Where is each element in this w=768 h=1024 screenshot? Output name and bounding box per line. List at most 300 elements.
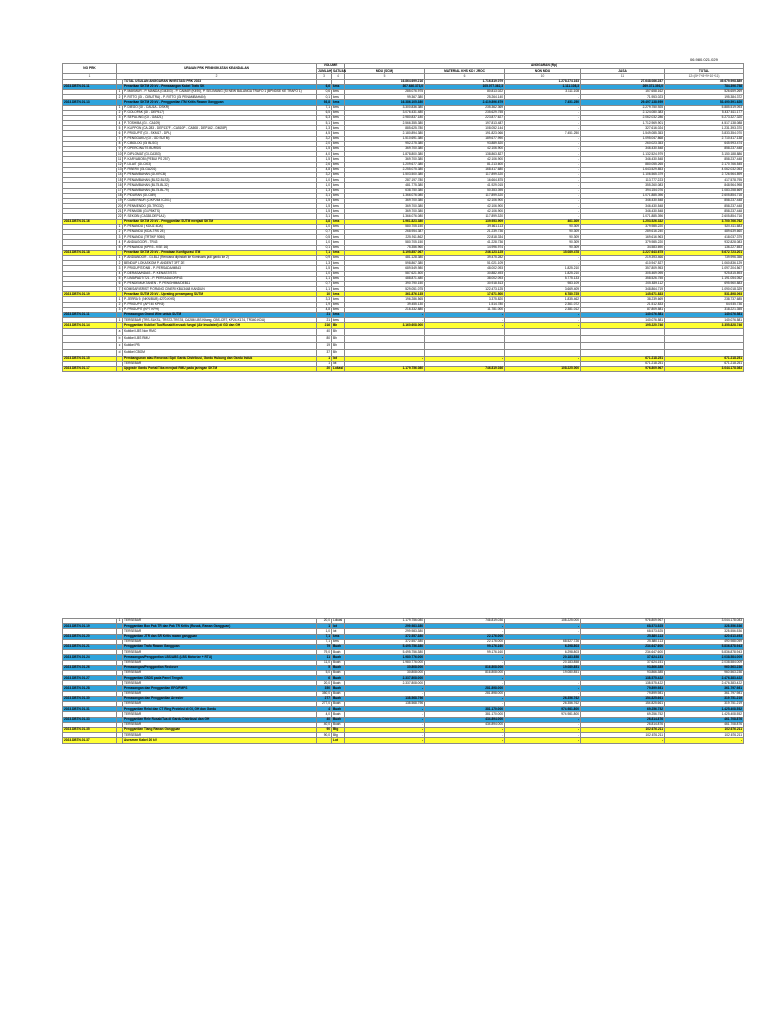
- quantity-cell: 3,8: [317, 219, 332, 224]
- unit-cell: kms: [332, 126, 345, 131]
- non-mdu-cell: -: [505, 261, 581, 266]
- item-number-cell: 13: [118, 167, 122, 172]
- mdu-cell: 138.568.796: [345, 696, 425, 701]
- quantity-cell: 0,1: [317, 95, 332, 100]
- non-mdu-cell: -: [505, 681, 581, 686]
- item-number-cell: b: [117, 335, 123, 342]
- quantity-cell: 93,8: [317, 100, 332, 105]
- item-number-cell: 6: [117, 281, 123, 286]
- description-cell: P. TOSHIBA (GI - CA109): [123, 121, 317, 126]
- prk-code-cell: 2023.DBTN.01.18: [63, 250, 117, 255]
- jasa-cell: 1.132.524.979: [581, 152, 665, 157]
- jasa-cell: 34.583.690: [581, 245, 665, 250]
- description-cell: P. RITTO (GI - CIBUTRA) - P. RITTO (GI PENAMBAHAN): [123, 95, 317, 100]
- unit-cell: Lot: [332, 738, 345, 743]
- mdu-cell: 2.180.894.380: [345, 131, 425, 136]
- quantity-cell: 6,6: [317, 84, 332, 89]
- unit-cell: kms: [332, 89, 345, 94]
- total-cell: 102.676.211: [665, 733, 744, 738]
- non-mdu-cell: -: [505, 152, 581, 157]
- description-cell: TERSEBAR: [123, 619, 317, 624]
- total-cell: 490.988.059: [665, 639, 744, 644]
- total-cell: 49.679.998.889: [665, 79, 744, 84]
- prk-code-cell: [63, 328, 117, 335]
- mdu-cell: 2.337.808.000: [345, 676, 425, 681]
- non-mdu-cell: -: [505, 147, 581, 152]
- material-cell: 41.228.736: [425, 240, 505, 245]
- jasa-cell: -: [581, 738, 665, 743]
- item-number-cell: 8: [117, 141, 123, 146]
- total-cell: 140.076.581: [665, 313, 744, 318]
- non-mdu-cell: -: [505, 167, 581, 172]
- material-cell: 39.475.282: [425, 255, 505, 260]
- item-number-cell: c: [117, 342, 123, 349]
- mdu-cell: [345, 342, 425, 349]
- non-mdu-cell: -: [505, 318, 581, 323]
- jasa-cell: 27.648.086.287: [581, 79, 665, 84]
- unit-cell: kms: [332, 281, 345, 286]
- total-cell: 328.556.536: [665, 629, 744, 634]
- unit-cell: Buah: [332, 707, 345, 712]
- unit-cell: kms: [332, 183, 345, 188]
- mdu-cell: 1.980.776.000: [345, 660, 425, 665]
- mdu-cell: 30.808.000: [345, 665, 425, 670]
- quantity-cell: 1,0: [317, 183, 332, 188]
- total-cell: 5.273.327.320: [665, 115, 744, 120]
- description-cell: P. PENAMBAHAN (BLS2-BLS3): [123, 178, 317, 183]
- unit-cell: Bh: [332, 335, 345, 342]
- quantity-cell: 1,0: [317, 240, 332, 245]
- col-number: 1: [63, 74, 117, 79]
- description-cell: P. PENAMBAHAN (BL75-BL79): [123, 188, 317, 193]
- mdu-cell: -: [345, 727, 425, 732]
- quantity-cell: 216: [317, 323, 332, 328]
- unit-cell: kms: [332, 297, 345, 302]
- non-mdu-cell: -: [505, 209, 581, 214]
- quantity-cell: 1,3: [317, 261, 332, 266]
- material-cell: 197.813.487: [425, 121, 505, 126]
- description-cell: Penggantian CBDS pada Panel Tengah: [123, 676, 317, 681]
- unit-cell: lot: [332, 356, 345, 361]
- total-cell: 2.038.584.009: [665, 660, 744, 665]
- prk-code-cell: 2023.DBTN.01.24: [63, 655, 117, 660]
- material-cell: 105.077.362,3: [425, 84, 505, 89]
- material-cell: 11.781.000: [425, 307, 505, 312]
- item-number-cell: 1: [117, 89, 123, 94]
- total-cell: 2.726.964.899: [665, 172, 744, 177]
- description-cell: TERSEBAR: [123, 681, 317, 686]
- material-cell: 81.213.600: [425, 162, 505, 167]
- material-cell: 93.889.520: [425, 141, 505, 146]
- unit-cell: kms: [332, 219, 345, 224]
- total-cell: 418.037.379: [665, 235, 744, 240]
- description-cell: P. PENANDU (KDA-TRS 2E): [123, 230, 317, 235]
- non-mdu-cell: -: [505, 686, 581, 691]
- quantity-cell: 277: [317, 696, 332, 701]
- mdu-cell: 3.300.836.380: [345, 105, 425, 110]
- non-mdu-cell: 2.381.012: [505, 307, 581, 312]
- non-mdu-cell: 1.835.462: [505, 297, 581, 302]
- mdu-cell: 580.705.150: [345, 240, 425, 245]
- unit-cell: Buah: [332, 665, 345, 670]
- jasa-cell: 25.880.113: [581, 634, 665, 639]
- material-cell: 191.823.066: [425, 131, 505, 136]
- total-cell: 420.613.493: [665, 634, 744, 639]
- header-material: MATERIAL KHS KD / JROC: [425, 69, 505, 74]
- quantity-cell: 4,0: [317, 152, 332, 157]
- description-cell: Penarikan SKTM 20 kV - Pemasangan Kabel Trafo SK: [123, 84, 317, 89]
- mdu-cell: 196.286.565: [345, 297, 425, 302]
- quantity-cell: 4: [317, 707, 332, 712]
- description-cell: P. PENMOBI (GI-PBKTS): [123, 209, 317, 214]
- quantity-cell: 0,5: [317, 235, 332, 240]
- description-cell: P. PENGGAKU (GI - GD SUTM): [123, 136, 317, 141]
- description-cell: P. OPERCINUTS BURSIS: [123, 147, 317, 152]
- description-cell: P. PENMENDO (GI-TRG32): [123, 204, 317, 209]
- description-cell: Pemasangan dan Penggantian Arrester: [123, 696, 317, 701]
- quantity-cell: 1: [317, 361, 332, 366]
- table-row: [63, 349, 744, 356]
- total-cell: 2.605.854.716: [665, 214, 744, 219]
- unit-cell: Bh: [332, 342, 345, 349]
- description-cell: P. LILAIT (GI-CI03): [123, 162, 317, 167]
- item-number-cell: 20: [118, 203, 122, 208]
- total-cell: 238.737.685: [665, 297, 744, 302]
- material-cell: 38.002.093: [425, 276, 505, 281]
- non-mdu-cell: [505, 342, 581, 349]
- non-mdu-cell: -: [505, 738, 581, 743]
- quantity-cell: 0,7: [317, 281, 332, 286]
- jasa-cell: 379.985.220: [581, 240, 665, 245]
- mdu-cell: -: [345, 722, 425, 727]
- description-cell: Asesmen Kabel 20 kV: [123, 738, 317, 743]
- non-mdu-cell: 1.278.274.163: [505, 79, 581, 84]
- description-cell: P. PRIGUPIT/DNB - P. PERSADA/MB43: [123, 266, 317, 271]
- mdu-cell: 1.980.776.000: [345, 655, 425, 660]
- quantity-cell: 5: [317, 665, 332, 670]
- jasa-cell: 195.220.746: [581, 323, 665, 328]
- mdu-cell: 369.700.380: [345, 157, 425, 162]
- budget-table-bottom: [62, 618, 744, 744]
- quantity-cell: 277,0: [317, 702, 332, 707]
- unit-cell: kms: [332, 235, 345, 240]
- description-cell: P. ANDIAGGOR - TR43: [123, 240, 317, 245]
- table-row: [63, 366, 744, 371]
- unit-cell: kms: [332, 313, 345, 318]
- description-cell: Penggantian Relai dan CT Ring Proteksi di GI, GH dan Gardu: [123, 707, 317, 712]
- mdu-cell: 369.700.380: [345, 147, 425, 152]
- item-number-cell: 15: [118, 177, 122, 182]
- jasa-cell: 93.866.385: [581, 665, 665, 670]
- item-number-cell: 4: [117, 271, 123, 276]
- material-cell: 117.899.320: [425, 172, 505, 177]
- quantity-cell: 6,5: [317, 110, 332, 115]
- mdu-cell: [345, 328, 425, 335]
- mdu-cell: -: [345, 712, 425, 717]
- jasa-cell: 71.953.023: [581, 95, 665, 100]
- total-cell: 671.218.251: [665, 356, 744, 361]
- material-cell: 223.877.627: [425, 115, 505, 120]
- quantity-cell: 79: [317, 644, 332, 649]
- total-cell: 417.578.795: [665, 178, 744, 183]
- material-cell: -: [425, 629, 505, 634]
- quantity-cell: 3,1: [317, 193, 332, 198]
- quantity-cell: 5,0: [317, 670, 332, 675]
- unit-cell: kms: [332, 110, 345, 115]
- non-mdu-cell: 26.356.762: [505, 696, 581, 701]
- jasa-cell: 346.430.548: [581, 198, 665, 203]
- item-number-cell: 3: [117, 266, 123, 271]
- material-cell: -: [425, 702, 505, 707]
- prk-code-cell: 2023.DBTN.01.33: [63, 717, 117, 722]
- unit-cell: kms: [332, 318, 345, 323]
- non-mdu-cell: -: [505, 204, 581, 209]
- jasa-cell: 138.575.422: [581, 676, 665, 681]
- description-cell: BENDUP LOKASKOM P. ANDENT 3FT 2E: [123, 261, 317, 266]
- description-cell: P. JERRA 9. (NKN/BUB) 4270-KHS): [123, 297, 317, 302]
- non-mdu-cell: 6.780.725: [505, 292, 581, 297]
- total-cell: 3.355.828.746: [665, 323, 744, 328]
- col-number: 11: [581, 74, 665, 79]
- quantity-cell: 40: [317, 328, 332, 335]
- material-cell: 41.929.015: [425, 183, 505, 188]
- non-mdu-cell: [505, 328, 581, 335]
- total-cell: 1.083.258.669: [665, 188, 744, 193]
- description-cell: Kubikel PB: [123, 342, 317, 349]
- item-number-cell: 1: [117, 224, 123, 229]
- non-mdu-cell: 20.183.858: [505, 655, 581, 660]
- total-cell: [665, 335, 744, 342]
- total-cell: -: [665, 738, 744, 743]
- jasa-cell: 346.430.548: [581, 204, 665, 209]
- total-cell: 5.672.723.201: [665, 250, 744, 255]
- description-cell: P. PENANDU (KPR3 - KSE 16): [123, 245, 317, 250]
- prk-code-cell: 2023.DBTN.01.16: [63, 219, 117, 224]
- description-cell: P. GOLOPAK (GI - DEP517): [123, 110, 317, 115]
- prk-code-cell: 2023.DBTN.01.31: [63, 707, 117, 712]
- material-cell: 3.375.820: [425, 297, 505, 302]
- description-cell: Kubikel LBS RMU: [123, 335, 317, 342]
- quantity-cell: 1,9: [317, 302, 332, 307]
- description-cell: Penarikan SKTM 20 kV - Penggantian ITM Kritis Rawan Gangguan: [123, 100, 317, 105]
- jasa-cell: 346.430.548: [581, 209, 665, 214]
- material-cell: 22.818.334: [425, 235, 505, 240]
- non-mdu-cell: 90.309: [505, 245, 581, 250]
- header-non-mdu: NON MDU: [505, 69, 581, 74]
- material-cell: 22.176.000: [425, 639, 505, 644]
- unit-cell: Buah: [332, 655, 345, 660]
- item-number-cell: 3: [117, 115, 123, 120]
- material-cell: 25.264.140: [425, 95, 505, 100]
- jasa-cell: 68.573.525: [581, 629, 665, 634]
- description-cell: Penarikan SUTM 20 kV - Uprating penampang SUTM: [123, 292, 317, 297]
- unit-cell: kms: [332, 276, 345, 281]
- description-cell: Penggantian Tiang Rawan Gangguan: [123, 727, 317, 732]
- non-mdu-cell: -: [505, 110, 581, 115]
- non-mdu-cell: -: [505, 193, 581, 198]
- jasa-cell: 26.814.876: [581, 722, 665, 727]
- unit-cell: kms: [332, 634, 345, 639]
- total-cell: 328.556.536: [665, 624, 744, 629]
- description-cell: TERSEBAR: [123, 639, 317, 644]
- non-mdu-cell: 3.669.409: [505, 287, 581, 292]
- mdu-cell: 1.366.076.080: [345, 214, 425, 219]
- description-cell: Kubikel CBOM: [123, 349, 317, 356]
- document-number: 06.980.021.029: [690, 57, 718, 62]
- col-number: 5: [345, 74, 425, 79]
- mdu-cell: -: [345, 733, 425, 738]
- description-cell: TERSEBAR: [123, 670, 317, 675]
- prk-code-cell: 2023.DBTN.01.15: [63, 356, 117, 361]
- description-cell: P. LIMAPADT/T21 - P. PERSADA/ORP43: [123, 276, 317, 281]
- prk-code-cell: 2023.DBTN.01.21: [63, 644, 117, 649]
- header-anggaran: ANGGARAN (Rp): [345, 64, 744, 69]
- description-cell: P. DIEGO (GI - CAU1A - DSKR): [123, 105, 317, 110]
- jasa-cell: 671.218.251: [581, 361, 665, 366]
- item-number-cell: 2: [117, 261, 123, 266]
- prk-code-cell: 2023.DBTN.01.11: [63, 313, 117, 318]
- jasa-cell: 1.071.885.396: [581, 193, 665, 198]
- description-cell: Penggantian Rele Rusak/Tua di Gardu Distribusi dan GH: [123, 717, 317, 722]
- jasa-cell: 38.239.669: [581, 297, 665, 302]
- item-number-cell: 17: [118, 187, 122, 192]
- total-cell: 960.563.236: [665, 665, 744, 670]
- non-mdu-cell: -: [505, 178, 581, 183]
- table-row: [63, 328, 744, 335]
- description-cell: Pemasangan/Penggantian Recloser: [123, 665, 317, 670]
- non-mdu-cell: 983.109: [505, 281, 581, 286]
- total-cell: 848.964.998: [665, 183, 744, 188]
- unit-cell: Buah: [332, 722, 345, 727]
- unit-cell: kms: [332, 287, 345, 292]
- total-cell: 960.563.236: [665, 670, 744, 675]
- total-cell: 5.885.519.093: [665, 105, 744, 110]
- quantity-cell: 3,3: [317, 297, 332, 302]
- unit-cell: kms: [332, 240, 345, 245]
- material-cell: 42.106.900: [425, 147, 505, 152]
- non-mdu-cell: 5.775.133: [505, 276, 581, 281]
- material-cell: 816.808.000: [425, 665, 505, 670]
- jasa-cell: 69.256.752: [581, 707, 665, 712]
- col-number: 4: [332, 74, 345, 79]
- jasa-cell: 305.469.095: [581, 271, 665, 276]
- quantity-cell: 21: [317, 313, 332, 318]
- description-cell: TERSEBAR (TRS-SLKSL, TRS72-TRS78, CA286 LBS Kitang, CBS-CRT, KP24-K174, TR340-KDU): [123, 318, 317, 323]
- item-number-cell: 7: [117, 287, 123, 292]
- description-cell: P. FIBERX (GI-GA201): [123, 167, 317, 172]
- mdu-cell: 307.640.373,0: [345, 84, 425, 89]
- non-mdu-cell: -: [505, 727, 581, 732]
- total-cell: 3.150.188.886: [665, 152, 744, 157]
- non-mdu-cell: 974.981.800: [505, 712, 581, 717]
- total-cell: 925.815.893: [665, 271, 744, 276]
- non-mdu-cell: -: [505, 188, 581, 193]
- material-cell: 22.176.000: [425, 634, 505, 639]
- jasa-cell: 69.256.752: [581, 712, 665, 717]
- table-row: [63, 335, 744, 342]
- jasa-cell: 1.095.047.868: [581, 136, 665, 141]
- non-mdu-cell: -: [505, 121, 581, 126]
- total-cell: 319.751.219: [665, 696, 744, 701]
- total-cell: 526.659.269: [665, 89, 744, 94]
- quantity-cell: 7,1: [317, 634, 332, 639]
- quantity-cell: 3,2: [317, 172, 332, 177]
- unit-cell: kms: [332, 230, 345, 235]
- quantity-cell: 1,5: [317, 204, 332, 209]
- unit-cell: kms: [332, 261, 345, 266]
- quantity-cell: 7,1: [317, 105, 332, 110]
- material-cell: 21.239.736: [425, 230, 505, 235]
- material-cell: -: [425, 733, 505, 738]
- jasa-cell: 140.076.581: [581, 318, 665, 323]
- non-mdu-cell: 26.356.762: [505, 702, 581, 707]
- non-mdu-cell: -: [505, 255, 581, 260]
- material-cell: -: [425, 676, 505, 681]
- material-cell: 42.106.900: [425, 157, 505, 162]
- item-number-cell: 4: [117, 121, 123, 126]
- mdu-cell: -: [345, 356, 425, 361]
- header-total: TOTAL: [665, 69, 744, 74]
- description-cell: P. PRIGUPIT (KP7 KPH): [123, 307, 317, 312]
- description-cell: Kubikel LBS Non RMC: [123, 328, 317, 335]
- material-cell: -: [425, 323, 505, 328]
- col-number: 6: [425, 74, 505, 79]
- item-number-cell: 4: [117, 240, 123, 245]
- material-cell: 2.419.896.679: [425, 100, 505, 105]
- mdu-cell: 369.700.380: [345, 204, 425, 209]
- non-mdu-cell: 108.225.000: [505, 366, 581, 371]
- quantity-cell: 79,0: [317, 650, 332, 655]
- jasa-cell: 2.227.643.675: [581, 250, 665, 255]
- material-cell: 50.353.395: [425, 188, 505, 193]
- mdu-cell: [345, 349, 425, 356]
- item-number-cell: 7: [117, 136, 123, 141]
- mdu-cell: 638.750.380: [345, 188, 425, 193]
- unit-cell: kms: [332, 172, 345, 177]
- non-mdu-cell: 7.451.250: [505, 131, 581, 136]
- non-mdu-cell: -: [505, 183, 581, 188]
- quantity-cell: 0,9: [317, 255, 332, 260]
- unit-cell: Btg: [332, 727, 345, 732]
- non-mdu-cell: 90.309: [505, 224, 581, 229]
- total-cell: [665, 349, 744, 356]
- quantity-cell: 90: [317, 727, 332, 732]
- material-cell: 434.894.000: [425, 717, 505, 722]
- col-number: 2: [117, 74, 317, 79]
- non-mdu-cell: -: [505, 162, 581, 167]
- material-cell: 746.819.036: [425, 366, 505, 371]
- item-number-cell: 3: [117, 307, 123, 312]
- quantity-cell: 1,5: [317, 266, 332, 271]
- unit-cell: kms: [332, 162, 345, 167]
- item-number-cell: 5: [117, 276, 123, 281]
- item-number-cell: 1: [117, 619, 123, 624]
- non-mdu-cell: 90.309: [505, 235, 581, 240]
- jasa-cell: 976.809.967: [581, 619, 665, 624]
- total-cell: 1.097.204.567: [665, 266, 744, 271]
- quantity-cell: 350,0: [317, 691, 332, 696]
- unit-cell: kms: [332, 271, 345, 276]
- prk-code-cell: 2023.DBTN.01.27: [63, 676, 117, 681]
- unit-cell: kms: [332, 198, 345, 203]
- description-cell: P. PIDURAN (GI-CI89): [123, 193, 317, 198]
- jasa-cell: 327.616.024: [581, 126, 665, 131]
- mdu-cell: -: [345, 318, 425, 323]
- non-mdu-cell: 6.298.803: [505, 644, 581, 649]
- header-jasa: JASA: [581, 69, 665, 74]
- material-cell: -: [425, 624, 505, 629]
- unit-cell: Buah: [332, 686, 345, 691]
